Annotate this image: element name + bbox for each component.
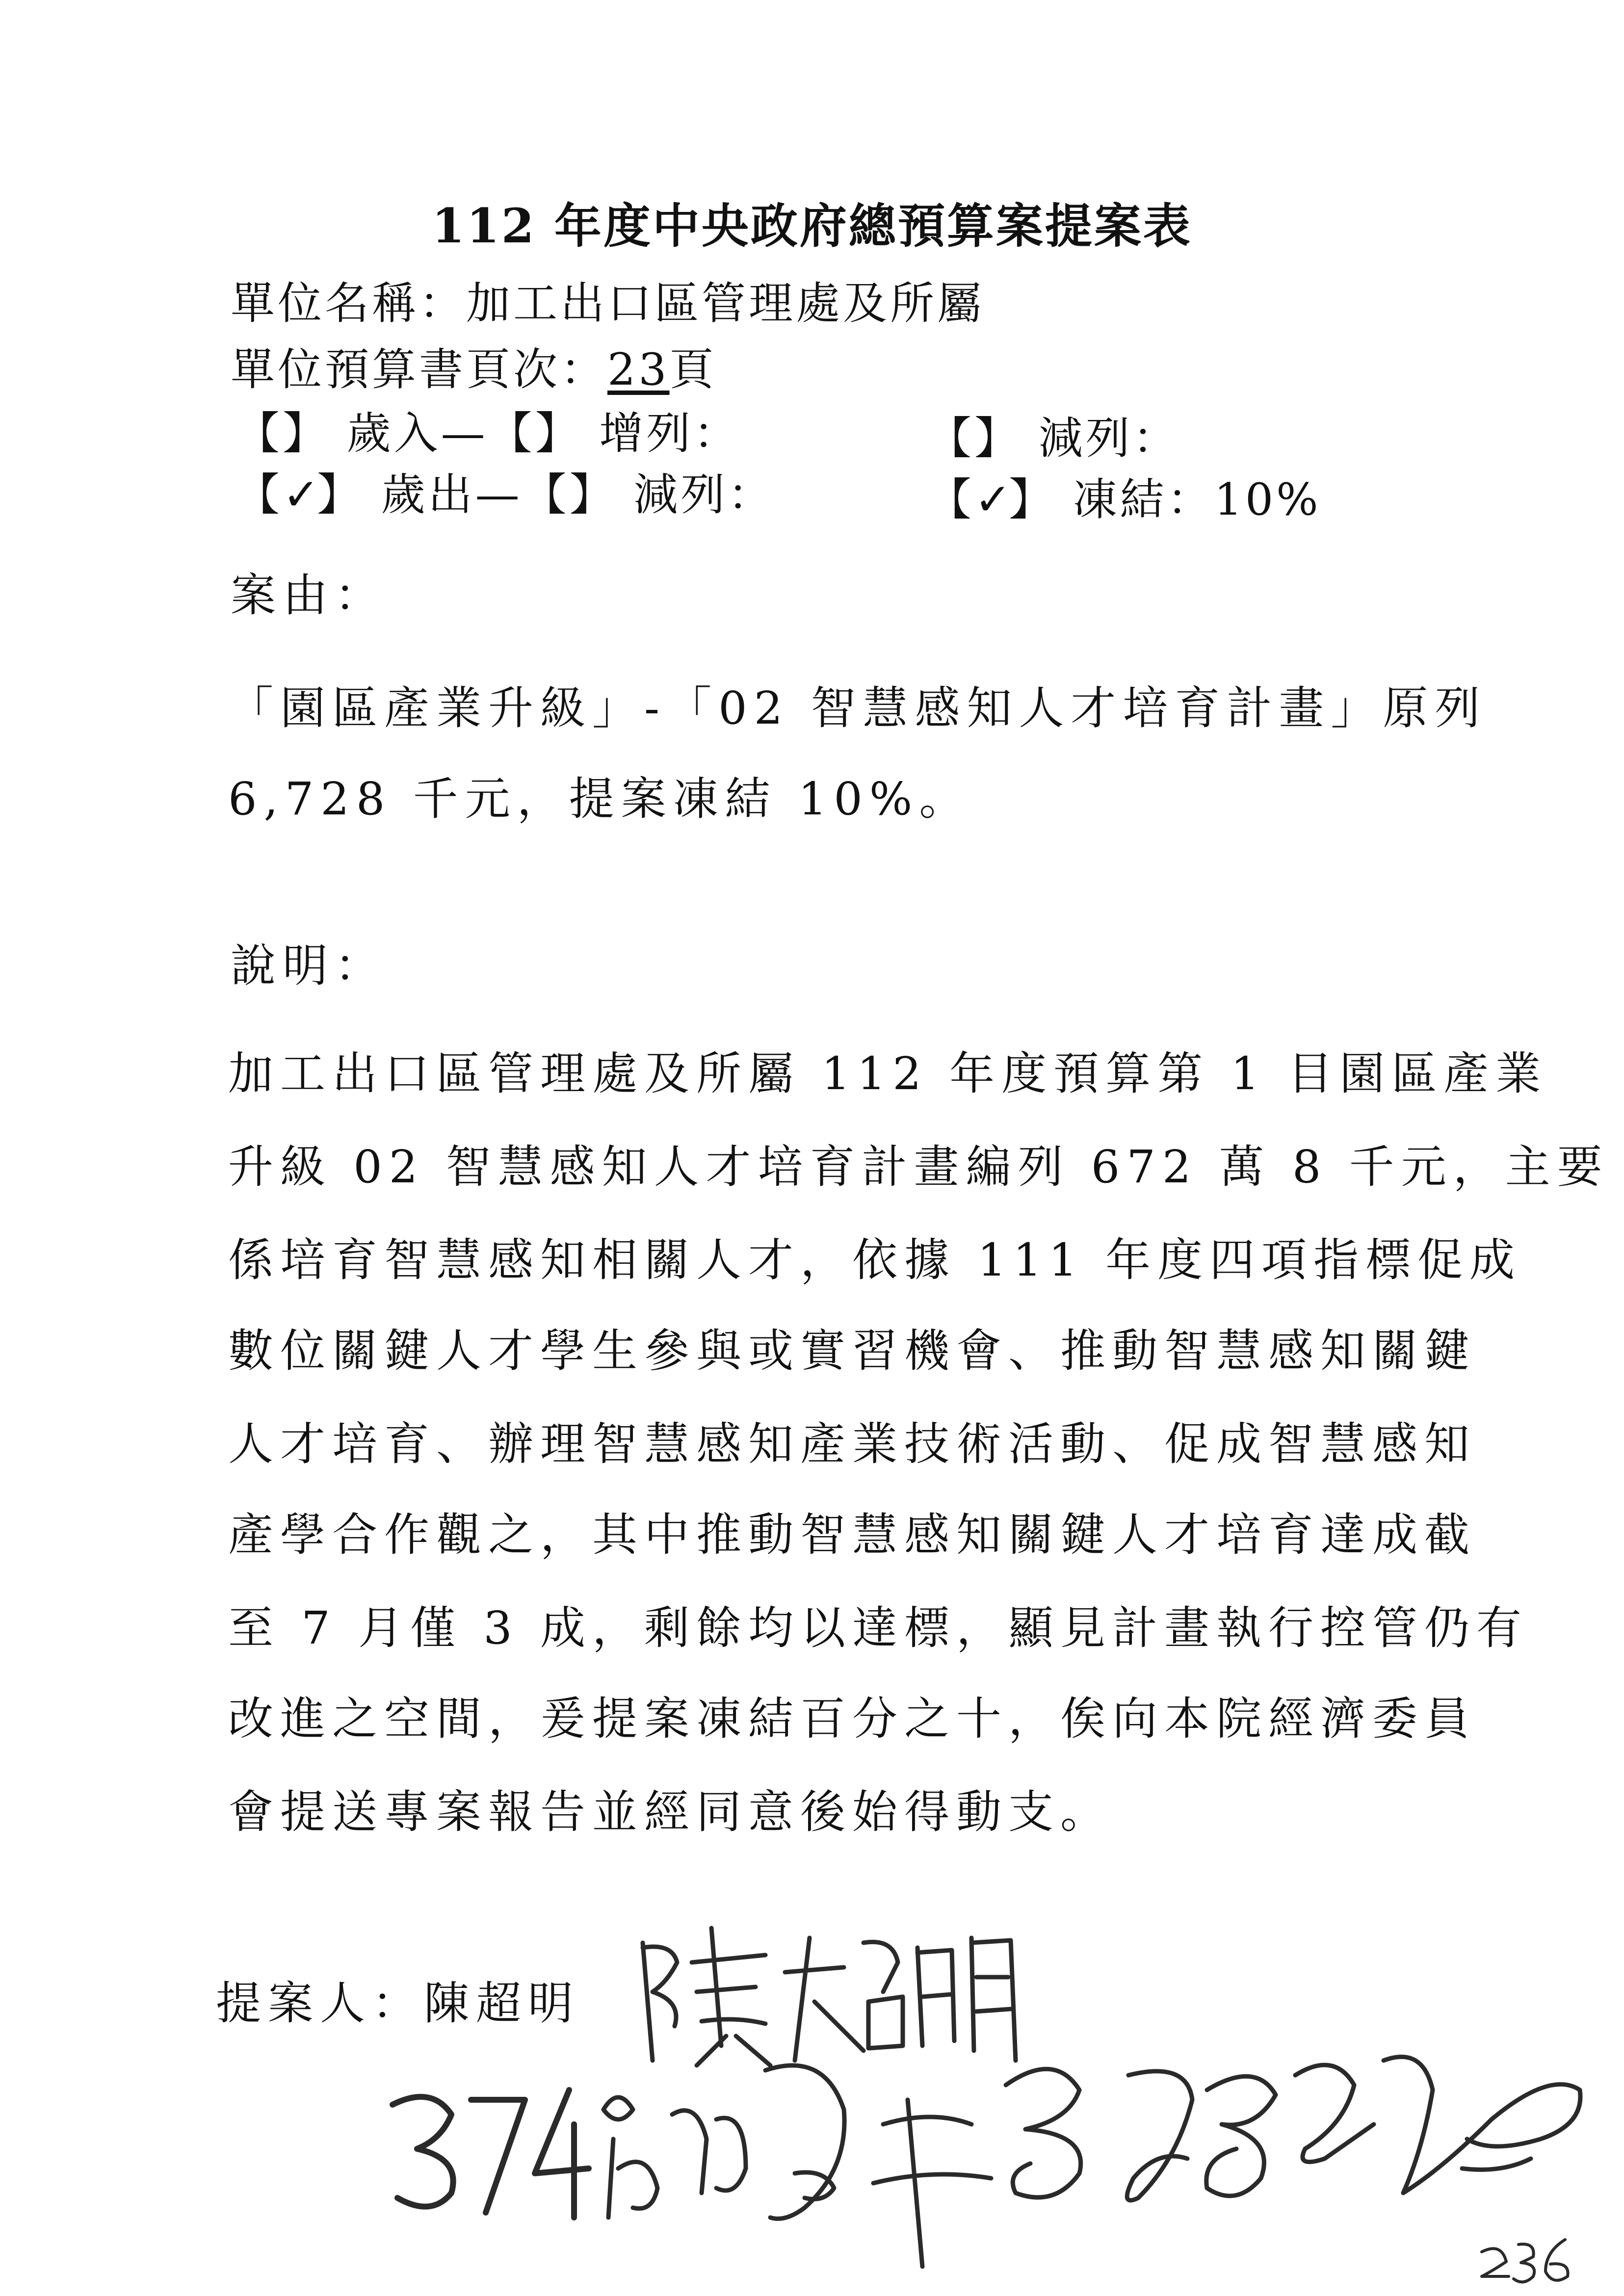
handwritten-signature-scribble-1 [603, 2065, 844, 2219]
explanation-line-1: 加工出口區管理處及所屬 112 年度預算第 1 目園區產業 [228, 1047, 1548, 1100]
add-label: 增列： [599, 408, 741, 459]
handwritten-number-374 [393, 2090, 589, 2218]
handwritten-number-336 [1482, 2240, 1568, 2282]
check-mark-icon: ✓ [974, 474, 1015, 525]
document-title: 112 年度中央政府總預算案提案表 [432, 198, 1192, 254]
handwritten-name-signature [643, 1928, 1016, 2065]
page-number: 23 [607, 344, 670, 395]
explanation-line-7: 至 7 月僅 3 成，剩餘均以達標，顯見計畫執行控管仍有 [228, 1602, 1529, 1654]
explanation-line-9: 會提送專案報告並經同意後始得動支。 [228, 1786, 1113, 1838]
page-ref-label: 單位預算書頁次： [231, 344, 607, 395]
add-checkbox[interactable]: 【】 [488, 408, 582, 459]
reduce-bottom-checkbox[interactable]: 【】 [522, 469, 617, 521]
proposer-name: 陳超明 [424, 1977, 580, 2030]
explanation-line-8: 改進之空間，爰提案凍結百分之十，俟向本院經濟委員 [228, 1693, 1477, 1745]
explanation-line-5: 人才培育、辦理智慧感知產業技術活動、促成智慧感知 [228, 1418, 1477, 1470]
reduce-top-checkbox[interactable]: 【】 [927, 413, 1022, 464]
reason-line-1: 「園區產業升級」-「02 智慧感知人才培育計畫」原列 [228, 682, 1487, 734]
proposer-label: 提案人： [216, 1977, 424, 2030]
expense-label: 歲出— [381, 469, 523, 521]
freeze-checkbox[interactable]: 【✓】 [927, 474, 1056, 525]
reduce-bottom-label: 減列： [633, 469, 775, 521]
check-mark-icon: ✓ [283, 469, 323, 521]
reduce-top-label: 減列： [1038, 413, 1180, 464]
freeze-label: 凍結：10% [1073, 474, 1321, 525]
explanation-line-4: 數位關鍵人才學生參與或實習機會、推動智慧感知關鍵 [228, 1325, 1477, 1377]
explanation-line-6: 產學合作觀之，其中推動智慧感知關鍵人才培育達成截 [228, 1509, 1477, 1561]
reason-line-2: 6,728 千元，提案凍結 10%。 [228, 773, 971, 825]
explanation-label: 說明： [231, 939, 387, 992]
explanation-line-2: 升級 02 智慧感知人才培育計畫編列 672 萬 8 千元，主要 [228, 1141, 1609, 1193]
handwritten-signature-scribble-2 [873, 2057, 1580, 2267]
explanation-line-3: 係培育智慧感知相關人才，依據 111 年度四項指標促成 [228, 1234, 1522, 1286]
expense-checkbox[interactable]: 【✓】 [236, 469, 364, 521]
revenue-label: 歲入— [346, 408, 488, 459]
revenue-checkbox[interactable]: 【】 [236, 408, 330, 459]
unit-name: 單位名稱：加工出口區管理處及所屬 [231, 278, 984, 329]
reason-label: 案由： [231, 569, 387, 622]
page-suffix: 頁 [669, 344, 717, 395]
